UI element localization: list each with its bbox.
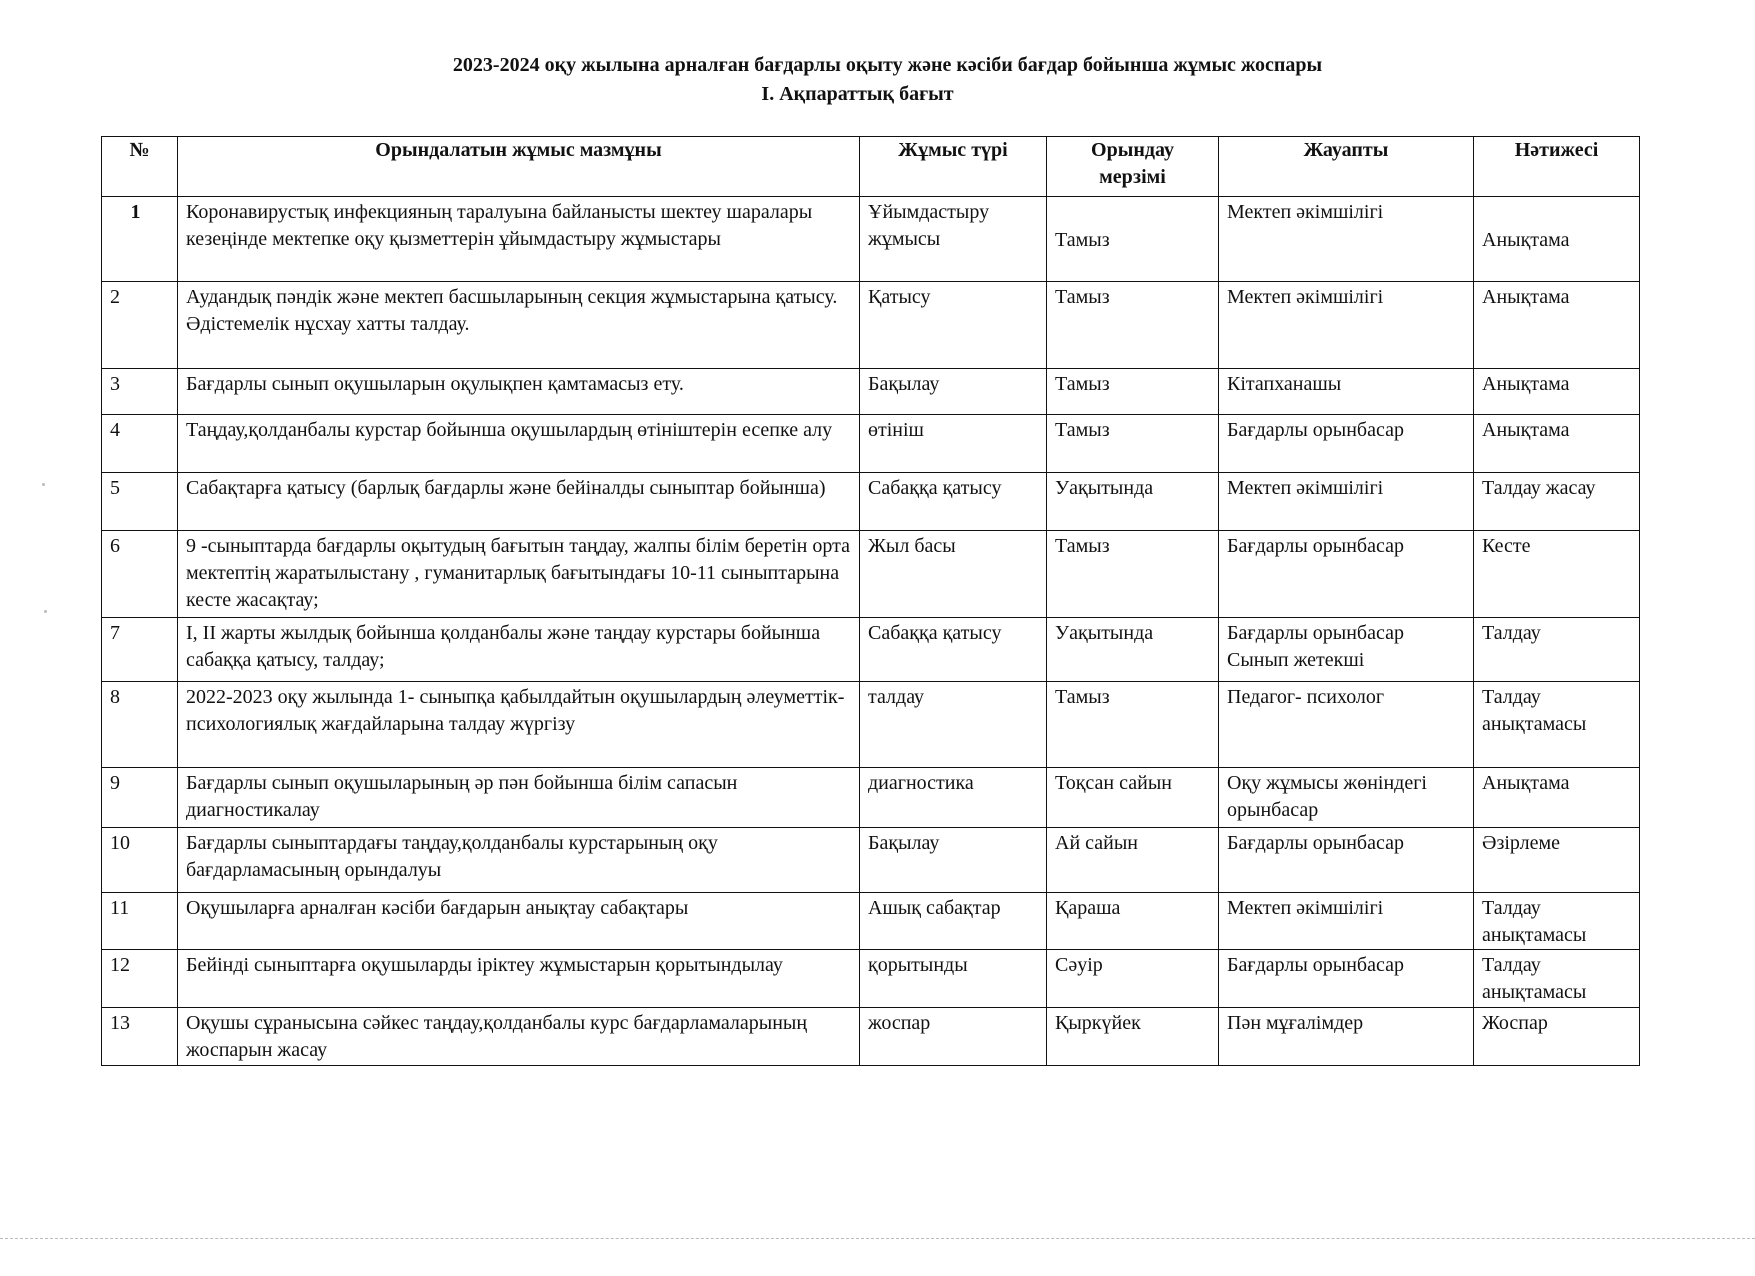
row-type: диагностика xyxy=(860,768,1047,828)
table-row xyxy=(102,369,1640,415)
row-type: Ашық сабақтар xyxy=(860,893,1047,950)
scan-artifact-dot xyxy=(44,610,47,613)
table-row xyxy=(102,415,1640,473)
row-deadline: Қараша xyxy=(1047,893,1219,950)
row-num: 11 xyxy=(102,893,178,950)
row-deadline: Уақытында xyxy=(1047,473,1219,531)
row-result: Талдау анықтамасы xyxy=(1474,950,1640,1008)
row-result: Жоспар xyxy=(1474,1008,1640,1066)
header-deadline xyxy=(1047,137,1219,197)
row-num: 12 xyxy=(102,950,178,1008)
row-result: Кесте xyxy=(1474,531,1640,618)
header-responsible: Жауапты xyxy=(1219,137,1474,197)
row-num: 1 xyxy=(102,197,178,282)
work-plan-table xyxy=(101,136,1640,1066)
row-responsible: Мектеп әкімшілігі xyxy=(1219,197,1474,282)
row-responsible: Бағдарлы орынбасар xyxy=(1219,415,1474,473)
document-title: 2023-2024 оқу жылына арналған бағдарлы оқыту және кәсіби бағдар бойынша жұмыс жоспары xyxy=(452,54,1323,76)
table-row xyxy=(102,618,1640,682)
row-content: 9 -сыныптарда бағдарлы оқытудың бағытын таңдау, жалпы білім беретін орта мектептің жаратылыстану , гуманитарлық бағытындағы 10-11 сыныптарына кесте жасақтау; xyxy=(178,531,860,618)
row-responsible: Бағдарлы орынбасар Сынып жетекші xyxy=(1219,618,1474,682)
row-result: Анықтама xyxy=(1474,768,1640,828)
row-responsible: Кітапханашы xyxy=(1219,369,1474,415)
table-header-row xyxy=(102,137,1640,197)
header-num: № xyxy=(102,137,178,197)
row-responsible: Пән мұғалімдер xyxy=(1219,1008,1474,1066)
row-num: 4 xyxy=(102,415,178,473)
row-result: Әзірлеме xyxy=(1474,828,1640,893)
row-num: 13 xyxy=(102,1008,178,1066)
row-num: 8 xyxy=(102,682,178,768)
row-content: Бағдарлы сынып оқушыларын оқулықпен қамтамасыз ету. xyxy=(178,369,860,415)
row-deadline: Тамыз xyxy=(1047,282,1219,369)
row-responsible: Бағдарлы орынбасар xyxy=(1219,531,1474,618)
row-content: Аудандық пәндік және мектеп басшыларының секция жұмыстарына қатысу. Әдістемелік нұсхау хатты талдау. xyxy=(178,282,860,369)
row-num: 7 xyxy=(102,618,178,682)
row-deadline: Тамыз xyxy=(1047,415,1219,473)
row-responsible: Бағдарлы орынбасар xyxy=(1219,950,1474,1008)
row-num: 9 xyxy=(102,768,178,828)
row-result: Анықтама xyxy=(1474,415,1640,473)
row-result: Анықтама xyxy=(1474,197,1640,282)
row-num: 3 xyxy=(102,369,178,415)
row-content: Бағдарлы сынып оқушыларының әр пән бойынша білім сапасын диагностикалау xyxy=(178,768,860,828)
row-content: Сабақтарға қатысу (барлық бағдарлы және бейіналды сыныптар бойынша) xyxy=(178,473,860,531)
row-deadline: Тамыз xyxy=(1047,682,1219,768)
row-responsible: Мектеп әкімшілігі xyxy=(1219,282,1474,369)
table-row xyxy=(102,682,1640,768)
row-result: Анықтама xyxy=(1474,369,1640,415)
row-type: талдау xyxy=(860,682,1047,768)
row-content: 2022-2023 оқу жылында 1- сыныпқа қабылдайтын оқушылардың әлеуметтік-психологиялық жағдайларына талдау жүргізу xyxy=(178,682,860,768)
table-row xyxy=(102,950,1640,1008)
row-deadline: Тамыз xyxy=(1047,197,1219,282)
row-result: Талдау анықтамасы xyxy=(1474,893,1640,950)
row-type: Сабаққа қатысу xyxy=(860,473,1047,531)
row-content: Оқушы сұранысына сәйкес таңдау,қолданбалы курс бағдарламаларының жоспарын жасау xyxy=(178,1008,860,1066)
row-deadline: Уақытында xyxy=(1047,618,1219,682)
row-content: Бейінді сыныптарға оқушыларды іріктеу жұмыстарын қорытындылау xyxy=(178,950,860,1008)
row-type: Қатысу xyxy=(860,282,1047,369)
row-responsible: Мектеп әкімшілігі xyxy=(1219,893,1474,950)
table-row xyxy=(102,828,1640,893)
row-responsible: Педагог- психолог xyxy=(1219,682,1474,768)
scan-artifact-dot xyxy=(42,483,45,486)
table-row xyxy=(102,531,1640,618)
row-deadline: Қыркүйек xyxy=(1047,1008,1219,1066)
row-deadline: Тоқсан сайын xyxy=(1047,768,1219,828)
row-deadline: Тамыз xyxy=(1047,531,1219,618)
row-deadline: Тамыз xyxy=(1047,369,1219,415)
scan-artifact-line xyxy=(0,1238,1755,1239)
row-type: Жыл басы xyxy=(860,531,1047,618)
row-type: Ұйымдастыру жұмысы xyxy=(860,197,1047,282)
table-row xyxy=(102,768,1640,828)
row-content: І, ІІ жарты жылдық бойынша қолданбалы және таңдау курстары бойынша сабаққа қатысу, талдау; xyxy=(178,618,860,682)
header-result: Нәтижесі xyxy=(1474,137,1640,197)
table-row xyxy=(102,282,1640,369)
row-responsible: Бағдарлы орынбасар xyxy=(1219,828,1474,893)
table-row xyxy=(102,893,1640,950)
table-row xyxy=(102,1008,1640,1066)
row-num: 2 xyxy=(102,282,178,369)
header-deadline-line2: мерзімі xyxy=(1099,166,1166,188)
row-responsible: Мектеп әкімшілігі xyxy=(1219,473,1474,531)
row-result: Талдау жасау xyxy=(1474,473,1640,531)
row-responsible: Оқу жұмысы жөніндегі орынбасар xyxy=(1219,768,1474,828)
row-type: Бақылау xyxy=(860,369,1047,415)
document-subtitle: І. Ақпараттық бағыт xyxy=(761,83,954,105)
row-content: Таңдау,қолданбалы курстар бойынша оқушылардың өтініштерін есепке алу xyxy=(178,415,860,473)
header-content: Орындалатын жұмыс мазмұны xyxy=(178,137,860,197)
row-result: Анықтама xyxy=(1474,282,1640,369)
row-num: 10 xyxy=(102,828,178,893)
row-type: жоспар xyxy=(860,1008,1047,1066)
row-type: өтініш xyxy=(860,415,1047,473)
row-type: Сабаққа қатысу xyxy=(860,618,1047,682)
row-type: Бақылау xyxy=(860,828,1047,893)
row-deadline: Сәуір xyxy=(1047,950,1219,1008)
row-result: Талдау xyxy=(1474,618,1640,682)
row-num: 5 xyxy=(102,473,178,531)
header-deadline-line1: Орындау xyxy=(1091,139,1174,161)
row-deadline: Ай сайын xyxy=(1047,828,1219,893)
row-result: Талдау анықтамасы xyxy=(1474,682,1640,768)
row-num: 6 xyxy=(102,531,178,618)
table-row xyxy=(102,197,1640,282)
row-content: Оқушыларға арналған кәсіби бағдарын анықтау сабақтары xyxy=(178,893,860,950)
row-type: қорытынды xyxy=(860,950,1047,1008)
row-content: Коронавирустық инфекцияның таралуына байланысты шектеу шаралары кезеңінде мектепке оқу қызметтерін ұйымдастыру жұмыстары xyxy=(178,197,860,282)
table-row xyxy=(102,473,1640,531)
header-type: Жұмыс түрі xyxy=(860,137,1047,197)
row-content: Бағдарлы сыныптардағы таңдау,қолданбалы курстарының оқу бағдарламасының орындалуы xyxy=(178,828,860,893)
